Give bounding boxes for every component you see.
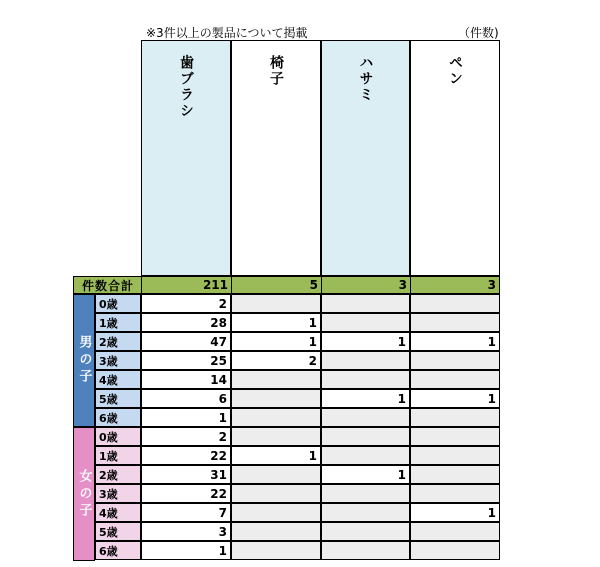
- table-row: [95, 332, 500, 351]
- table-cell: 14: [141, 370, 231, 389]
- total-cell: 5: [231, 277, 321, 293]
- table-cell: [321, 541, 410, 560]
- table-cell: [231, 370, 321, 389]
- table-cell: [321, 370, 410, 389]
- table-cell: [321, 484, 410, 503]
- age-label: 5歳: [95, 389, 141, 408]
- table-cell: [231, 503, 321, 522]
- table-row: [95, 446, 500, 465]
- table-cell: [321, 313, 410, 332]
- column-header-label: ペン: [447, 55, 463, 87]
- group-label-text: 男の子: [76, 335, 92, 386]
- column-header-label: 椅子: [268, 55, 284, 87]
- table-cell: [231, 294, 321, 313]
- table-row: [95, 484, 500, 503]
- column-header-toothbrush: [141, 40, 231, 276]
- table-cell: [321, 427, 410, 446]
- total-cell: 3: [410, 277, 499, 293]
- table-cell: [231, 541, 321, 560]
- table-cell: 22: [141, 484, 231, 503]
- table-cell: [231, 484, 321, 503]
- column-header-label: ハサミ: [357, 55, 374, 103]
- table-cell: [410, 446, 500, 465]
- group-label-text: 女の子: [76, 468, 92, 520]
- table-row: [95, 351, 500, 370]
- table-cell: 1: [231, 446, 321, 465]
- age-label: 2歳: [95, 332, 141, 351]
- table-cell: 2: [141, 427, 231, 446]
- table-cell: [321, 294, 410, 313]
- table-cell: [321, 446, 410, 465]
- table-cell: [231, 427, 321, 446]
- table-cell: [410, 408, 500, 427]
- table-cell: 1: [231, 313, 321, 332]
- age-label: 6歳: [95, 408, 141, 427]
- table-row: [95, 503, 500, 522]
- age-label: 0歳: [95, 294, 141, 313]
- table-cell: [231, 522, 321, 541]
- column-header-scissors: [321, 40, 410, 276]
- table-cell: 2: [141, 294, 231, 313]
- age-label: 6歳: [95, 541, 141, 560]
- table-cell: 1: [321, 389, 410, 408]
- total-cell: 211: [141, 277, 231, 293]
- table-cell: [410, 522, 500, 541]
- table-cell: [321, 503, 410, 522]
- unit-label: （件数): [458, 26, 499, 40]
- table-cell: [410, 351, 500, 370]
- table-cell: 1: [410, 503, 500, 522]
- age-label: 4歳: [95, 370, 141, 389]
- table-cell: [410, 541, 500, 560]
- table-cell: [410, 294, 500, 313]
- table-row: [95, 313, 500, 332]
- table-cell: 1: [410, 389, 500, 408]
- age-label: 3歳: [95, 351, 141, 370]
- table-cell: [231, 408, 321, 427]
- table-cell: 1: [321, 465, 410, 484]
- table-row: [95, 389, 500, 408]
- table-cell: 3: [141, 522, 231, 541]
- table-cell: 1: [321, 332, 410, 351]
- table-cell: 1: [141, 408, 231, 427]
- column-header-pen: [410, 40, 500, 276]
- table-note: ※3件以上の製品について掲載: [146, 26, 308, 40]
- table-cell: 47: [141, 332, 231, 351]
- group-label-boys: [73, 294, 95, 427]
- table-row: [95, 294, 500, 313]
- table-row: [95, 465, 500, 484]
- table-cell: 1: [141, 541, 231, 560]
- table-row: [95, 408, 500, 427]
- table-row: [95, 427, 500, 446]
- age-label: 1歳: [95, 313, 141, 332]
- group-label-girls: [73, 427, 95, 561]
- table-cell: 1: [231, 332, 321, 351]
- total-row: [73, 276, 500, 294]
- table-cell: [321, 351, 410, 370]
- age-label: 2歳: [95, 465, 141, 484]
- age-label: 1歳: [95, 446, 141, 465]
- table-cell: [321, 522, 410, 541]
- table-row: [95, 370, 500, 389]
- table-cell: 31: [141, 465, 231, 484]
- table-cell: [410, 370, 500, 389]
- table-cell: 7: [141, 503, 231, 522]
- table-cell: [321, 408, 410, 427]
- table-row: [95, 541, 500, 560]
- table-cell: 1: [410, 332, 500, 351]
- table-cell: 28: [141, 313, 231, 332]
- table-cell: [231, 389, 321, 408]
- table-row: [95, 522, 500, 541]
- table-cell: [410, 465, 500, 484]
- table-cell: 25: [141, 351, 231, 370]
- table-cell: [410, 427, 500, 446]
- table-cell: 6: [141, 389, 231, 408]
- age-label: 4歳: [95, 503, 141, 522]
- total-label: 件数合計: [81, 278, 134, 293]
- table-cell: [410, 484, 500, 503]
- total-cell: 3: [321, 277, 410, 293]
- age-label: 0歳: [95, 427, 141, 446]
- column-header-label: 歯ブラシ: [178, 55, 194, 119]
- table-cell: 2: [231, 351, 321, 370]
- table-cell: 22: [141, 446, 231, 465]
- age-label: 3歳: [95, 484, 141, 503]
- table-cell: [410, 313, 500, 332]
- column-header-chair: [231, 40, 321, 276]
- age-label: 5歳: [95, 522, 141, 541]
- table-cell: [231, 465, 321, 484]
